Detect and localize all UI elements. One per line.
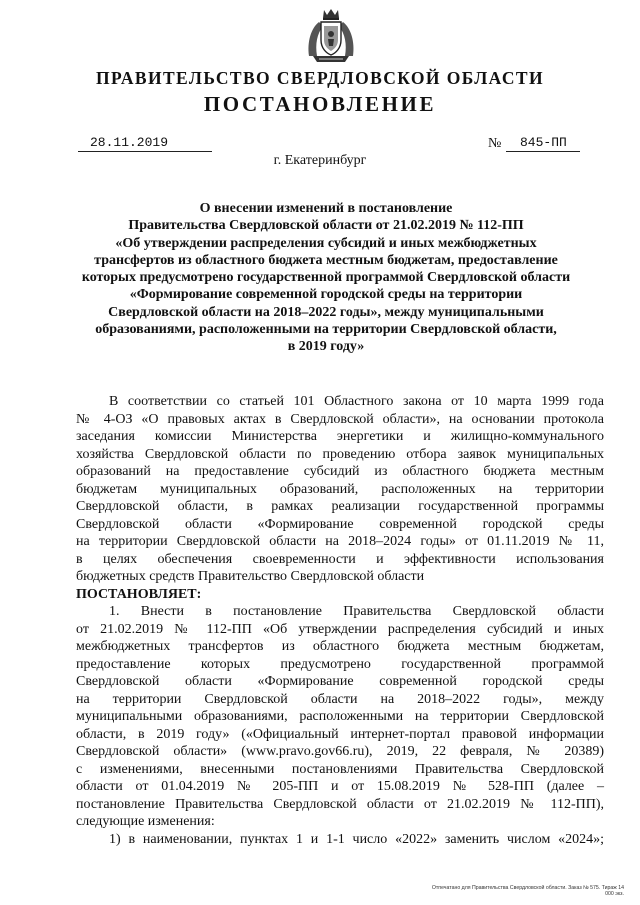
print-note: Отпечатано для Правительства Свердловской области. Заказ № 575. Тираж 14 000 экз. [431, 885, 624, 897]
body-line: заседания комиссии Министерства энергетики и жилищно-коммунального [76, 429, 604, 444]
body-line: образований на предоставление субсидий из областного бюджета местным [76, 464, 604, 479]
body-line: на территории Свердловской области на 2018–2024 годы» от 01.11.2019 № 11, [76, 534, 604, 549]
city-name: г. Екатеринбург [273, 153, 367, 168]
title-line: «Формирование современной городской среды на территории [129, 287, 523, 303]
title-line: Свердловской области на 2018–2022 годы», между муниципальными [108, 304, 544, 320]
body-line: с изменениями, внесенными постановлениями Правительства Свердловской [76, 761, 604, 777]
body-line: области от 01.04.2019 № 205-ПП и от 15.08.2019 № 528-ПП (далее – [76, 779, 604, 794]
body-line: Свердловской области» (www.pravo.gov66.ru), 2019, 22 февраля, № 20389) [76, 744, 604, 759]
body-line: от 21.02.2019 № 112-ПП «Об утверждении распределения субсидий и иных [76, 621, 604, 637]
body-line: в целях обеспечения своевременности и эффективности использования [76, 551, 604, 567]
title-line: в 2019 году» [287, 339, 365, 355]
document-type: ПОСТАНОВЛЕНИЕ [203, 92, 437, 116]
body-line: предоставление которых предусмотрено государственной программой [76, 656, 604, 672]
body-line: Свердловской области «Формирование современной городской среды [76, 516, 604, 532]
body-line: 1) в наименовании, пунктах 1 и 1-1 число «2022» заменить числом «2024»; [109, 831, 604, 847]
body-line: следующие изменения: [76, 814, 215, 829]
document-body [76, 393, 604, 848]
body-line: муниципальными образованиями, расположенными на территории Свердловской [76, 709, 604, 724]
document-title [76, 200, 576, 356]
document-number: 845-ПП [520, 135, 567, 150]
resolution-keyword: ПОСТАНОВЛЯЕТ: [76, 586, 202, 602]
government-name: ПРАВИТЕЛЬСТВО СВЕРДЛОВСКОЙ ОБЛАСТИ [96, 68, 544, 88]
number-underline [506, 151, 580, 152]
document-date: 28.11.2019 [90, 135, 169, 150]
body-line: бюджетных средств Правительство Свердловской области [76, 569, 425, 584]
body-line: В соответствии со статьей 101 Областного закона от 10 марта 1999 года [109, 394, 604, 409]
title-line: «Об утверждении распределения субсидий и иных межбюджетных [115, 235, 537, 251]
title-line: О внесении изменений в постановление [199, 201, 453, 216]
body-line: хозяйства Свердловской области по проведению отбора заявок муниципальных [76, 446, 604, 462]
body-line: постановление Правительства Свердловской области от 21.02.2019 № 112-ПП), [76, 796, 604, 812]
body-line: на территории Свердловской области на 2018–2022 годы», между [76, 691, 604, 707]
coat-of-arms-icon [305, 6, 357, 64]
title-line: образованиями, расположенными на территории Свердловской области, [95, 322, 557, 338]
body-line: межбюджетных трансфертов из областного бюджета местным бюджетам, [76, 639, 604, 654]
number-sign: № [488, 136, 502, 151]
body-line: Свердловской области, в рамках реализации государственной программы [76, 499, 604, 514]
body-line: 1. Внести в постановление Правительства Свердловской области [109, 604, 604, 619]
body-line: Свердловской области «Формирование современной городской среды [76, 674, 604, 689]
body-line: № 4-ОЗ «О правовых актах в Свердловской области», на основании протокола [76, 411, 604, 427]
body-line: области, в 2019 году» («Официальный интернет-портал правовой информации [76, 726, 604, 742]
body-line: бюджетам муниципальных образований, расположенных на территории [76, 481, 604, 497]
title-line: которых предусмотрено государственной программой Свердловской области [81, 270, 571, 286]
title-line: Правительства Свердловской области от 21.02.2019 № 112-ПП [128, 218, 524, 234]
date-underline [78, 151, 212, 152]
title-line: трансфертов из областного бюджета местным бюджетам, предоставление [94, 252, 558, 268]
